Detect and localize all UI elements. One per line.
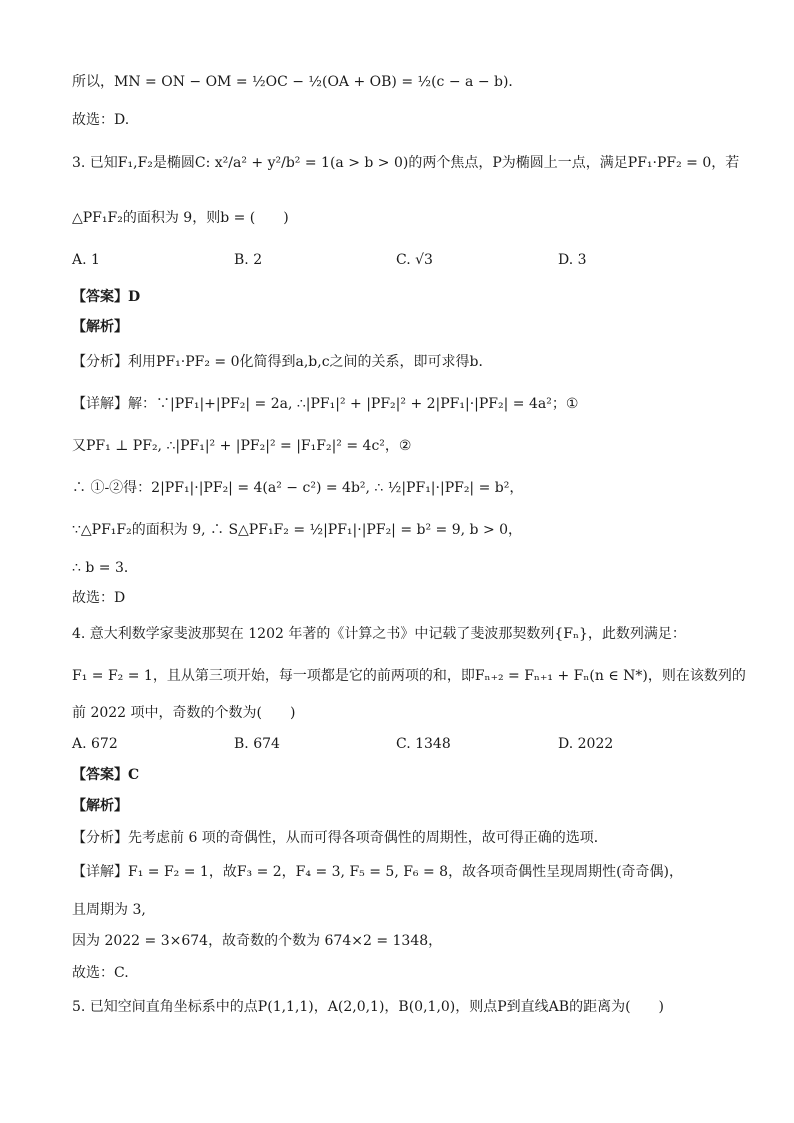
q3-option-a: A. 1 bbox=[72, 252, 100, 268]
q3-answer: 【答案】D bbox=[72, 289, 141, 305]
q4-detail-1: 【详解】F₁ = F₂ = 1，故F₃ = 2，F₄ = 3, F₅ = 5, F₆ = 8，故各项奇偶性呈现周期性(奇奇偶)， bbox=[72, 864, 684, 880]
q4-option-b: B. 674 bbox=[234, 736, 280, 752]
q4-analysis-heading: 【解析】 bbox=[72, 798, 128, 814]
q3-detail-1: 【详解】解：∵|PF₁|+|PF₂| = 2a, ∴|PF₁|² + |PF₂|² + 2|PF₁|·|PF₂| = 4a²；① bbox=[72, 396, 579, 412]
q3-analysis-heading: 【解析】 bbox=[72, 319, 128, 335]
question-4-stem: 4. 意大利数学家斐波那契在 1202 年著的《计算之书》中记载了斐波那契数列{Fₙ}，此数列满足： bbox=[72, 626, 686, 642]
question-3-stem: 3. 已知F₁,F₂是椭圆C: x²/a² + y²/b² = 1(a > b > 0)的两个焦点，P为椭圆上一点，满足PF₁·PF₂ = 0，若 bbox=[72, 155, 740, 171]
q3-option-c: C. √3 bbox=[396, 252, 433, 268]
q3-option-b: B. 2 bbox=[234, 252, 263, 268]
q3-detail-4: ∵△PF₁F₂的面积为 9, ∴ S△PF₁F₂ = ½|PF₁|·|PF₂| = b² = 9, b > 0， bbox=[72, 522, 523, 538]
q3-detail-3: ∴ ①-②得：2|PF₁|·|PF₂| = 4(a² − c²) = 4b², ∴ ½|PF₁|·|PF₂| = b²， bbox=[72, 480, 524, 496]
q3-choice: 故选：D bbox=[72, 590, 126, 606]
q3-analysis: 【分析】利用PF₁·PF₂ = 0化简得到a,b,c之间的关系，即可求得b． bbox=[72, 354, 493, 370]
q4-option-c: C. 1348 bbox=[396, 736, 451, 752]
q3-option-d: D. 3 bbox=[558, 252, 587, 268]
q3-detail-5: ∴ b = 3． bbox=[72, 560, 138, 576]
question-4-stem-cont-2: 前 2022 项中，奇数的个数为( ) bbox=[72, 705, 296, 721]
q4-detail-3: 因为 2022 = 3×674，故奇数的个数为 674×2 = 1348， bbox=[72, 933, 443, 949]
q4-option-d: D. 2022 bbox=[558, 736, 614, 752]
q4-analysis: 【分析】先考虑前 6 项的奇偶性，从而可得各项奇偶性的周期性，故可得正确的选项． bbox=[72, 830, 608, 846]
answer-choice-line: 故选：D. bbox=[72, 112, 130, 128]
question-3-stem-cont: △PF₁F₂的面积为 9，则b = ( ) bbox=[72, 210, 289, 226]
question-5-stem: 5. 已知空间直角坐标系中的点P(1,1,1)，A(2,0,1)，B(0,1,0)，则点P到直线AB的距离为( ) bbox=[72, 999, 665, 1015]
q4-detail-2: 且周期为 3, bbox=[72, 902, 146, 918]
question-4-stem-cont: F₁ = F₂ = 1，且从第三项开始，每一项都是它的前两项的和，即Fₙ₊₂ = Fₙ₊₁ + Fₙ(n ∈ N*)，则在该数列的 bbox=[72, 668, 746, 684]
q4-choice: 故选：C. bbox=[72, 965, 129, 981]
q3-detail-2: 又PF₁ ⊥ PF₂, ∴|PF₁|² + |PF₂|² = |F₁F₂|² = 4c²，② bbox=[72, 438, 412, 454]
q4-option-a: A. 672 bbox=[72, 736, 118, 752]
q4-answer: 【答案】C bbox=[72, 767, 140, 783]
solution-line-1: 所以，MN = ON − OM = ½OC − ½(OA + OB) = ½(c − a − b)． bbox=[72, 74, 523, 90]
